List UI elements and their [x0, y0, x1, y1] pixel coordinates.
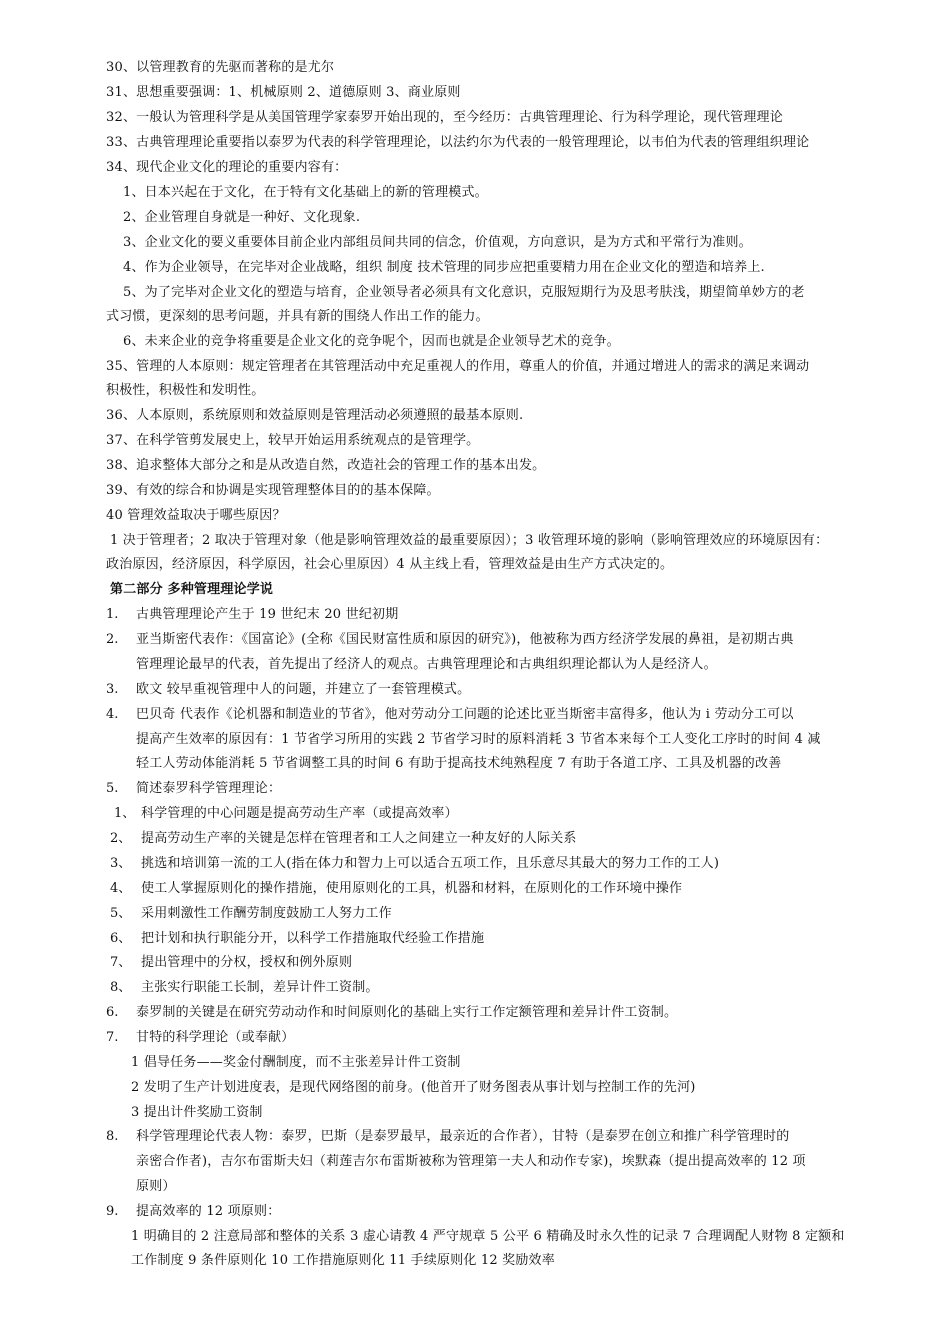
list-item-7: 甘特的科学理论（或奉献）	[136, 1030, 295, 1045]
culture-point-4: 4、作为企业领导，在完毕对企业战略，组织 制度 技术管理的同步应把重要精力用在企业文化的塑造和培养上.	[123, 260, 765, 275]
taylor-point-7: 提出管理中的分权，授权和例外原则	[141, 955, 353, 970]
item-40-answer: 1 决于管理者；2 取决于管理对象（他是影响管理效益的最重要原因）；3 收管理环境的影响（影响管理效应的环境原因有：	[110, 533, 829, 548]
item-35-cont: 积极性，积极性和发明性。	[106, 383, 265, 398]
item-39: 39、有效的综合和协调是实现管理整体目的的基本保障。	[106, 483, 440, 498]
sub-number: 8、	[110, 980, 132, 995]
sub-number: 6、	[110, 931, 132, 946]
section-heading: 第二部分 多种管理理论学说	[110, 582, 274, 597]
list-number: 5.	[106, 781, 119, 796]
list-item-2: 亚当斯密代表作：《国富论》(全称《国民财富性质和原因的研究》)，他被称为西方经济学发展的鼻祖，是初期古典	[136, 632, 794, 647]
item-33: 33、古典管理理论重要指以泰罗为代表的科学管理理论，以法约尔为代表的一般管理理论，以韦伯为代表的管理组织理论	[106, 135, 810, 150]
list-number: 4.	[106, 707, 119, 722]
culture-point-1: 1、日本兴起在于文化，在于特有文化基础上的新的管理模式。	[123, 185, 488, 200]
item-32: 32、一般认为管理科学是从美国管理学家泰罗开始出现的，至今经历：古典管理理论、行为科学理论，现代管理理论	[106, 110, 783, 125]
taylor-point-8: 主张实行职能工长制，差异计件工资制。	[141, 980, 379, 995]
sub-number: 1、	[114, 806, 136, 821]
sub-number: 5、	[110, 906, 132, 921]
culture-point-2: 2、企业管理自身就是一种好、文化现象.	[123, 210, 361, 225]
list-item-1: 古典管理理论产生于 19 世纪末 20 世纪初期	[136, 607, 399, 622]
item-37: 37、在科学管剪发展史上，较早开始运用系统观点的是管理学。	[106, 433, 480, 448]
item-35: 35、管理的人本原则：规定管理者在其管理活动中充足重视人的作用，尊重人的价值，并通过增进人的需求的满足来调动	[106, 359, 810, 374]
sub-number: 3、	[110, 856, 132, 871]
item-40: 40 管理效益取决于哪些原因？	[106, 508, 286, 523]
sub-number: 2、	[110, 831, 132, 846]
efficiency-principles-cont: 工作制度 9 条件原则化 10 工作措施原则化 11 手续原则化 12 奖励效率	[131, 1253, 555, 1268]
list-item-4-cont2: 轻工人劳动体能消耗 5 节省调整工具的时间 6 有助于提高技术纯熟程度 7 有助于各道工序、工具及机器的改善	[136, 756, 782, 771]
list-number: 8.	[106, 1129, 119, 1144]
taylor-point-6: 把计划和执行职能分开，以科学工作措施取代经验工作措施	[141, 931, 485, 946]
taylor-point-5: 采用刺激性工作酬劳制度鼓励工人努力工作	[141, 906, 392, 921]
taylor-point-4: 使工人掌握原则化的操作措施，使用原则化的工具，机器和材料，在原则化的工作环境中操作	[141, 881, 683, 896]
culture-point-6: 6、未来企业的竞争将重要是企业文化的竞争呢个，因而也就是企业领导艺术的竞争。	[123, 334, 620, 349]
list-number: 2.	[106, 632, 119, 647]
list-number: 3.	[106, 682, 119, 697]
item-30: 30、以管理教育的先驱而著称的是尤尔	[106, 60, 335, 75]
culture-point-3: 3、企业文化的要义重要体目前企业内部组员间共同的信念，价值观，方向意识，是为方式和平常行为准则。	[123, 235, 752, 250]
list-item-4-cont: 提高产生效率的原因有：1 节省学习所用的实践 2 节省学习时的原料消耗 3 节省本来每个工人变化工序时的时间 4 减	[136, 732, 821, 747]
item-40-answer-cont: 政治原因，经济原因，科学原因，社会心里原因）4 从主线上看，管理效益是由生产方式决定的。	[106, 557, 674, 572]
sub-number: 7、	[110, 955, 132, 970]
list-item-6: 泰罗制的关键是在研究劳动动作和时间原则化的基础上实行工作定额管理和差异计件工资制。	[136, 1005, 678, 1020]
list-item-9: 提高效率的 12 项原则：	[136, 1204, 281, 1219]
list-item-3: 欧文 较早重视管理中人的问题，并建立了一套管理模式。	[136, 682, 471, 697]
item-31: 31、思想重要强调：1、机械原则 2、道德原则 3、商业原则	[106, 85, 461, 100]
culture-point-5-cont: 式习惯，更深刻的思考问题，并具有新的围绕人作出工作的能力。	[106, 309, 489, 324]
list-item-4: 巴贝奇 代表作《论机器和制造业的节省》，他对劳动分工问题的论述比亚当斯密丰富得多，他认为 i 劳动分工可以	[136, 707, 794, 722]
taylor-point-2: 提高劳动生产率的关键是怎样在管理者和工人之间建立一种友好的人际关系	[141, 831, 577, 846]
list-item-8-cont2: 原则）	[136, 1179, 176, 1194]
gantt-point-1: 1 倡导任务——奖金付酬制度，而不主张差异计件工资制	[131, 1055, 461, 1070]
item-34: 34、现代企业文化的理论的重要内容有：	[106, 160, 348, 175]
item-36: 36、人本原则，系统原则和效益原则是管理活动必须遵照的最基本原则.	[106, 408, 524, 423]
list-number: 7.	[106, 1030, 119, 1045]
item-38: 38、追求整体大部分之和是从改造自然，改造社会的管理工作的基本出发。	[106, 458, 546, 473]
taylor-point-1: 科学管理的中心问题是提高劳动生产率（或提高效率）	[141, 806, 458, 821]
culture-point-5: 5、为了完毕对企业文化的塑造与培育，企业领导者必须具有文化意识，克服短期行为及思考肤浅，期望简单妙方的老	[123, 285, 805, 300]
gantt-point-3: 3 提出计件奖励工资制	[131, 1105, 263, 1120]
list-number: 6.	[106, 1005, 119, 1020]
list-item-8-cont: 亲密合作者)，吉尔布雷斯夫妇（莉莲吉尔布雷斯被称为管理第一夫人和动作专家)，埃默森（提出提高效率的 12 项	[136, 1154, 806, 1169]
taylor-point-3: 挑选和培训第一流的工人(指在体力和智力上可以适合五项工作，且乐意尽其最大的努力工作的工人)	[141, 856, 720, 871]
efficiency-principles: 1 明确目的 2 注意局部和整体的关系 3 虚心请教 4 严守规章 5 公平 6 精确及时永久性的记录 7 合理调配人财物 8 定额和	[131, 1229, 845, 1244]
sub-number: 4、	[110, 881, 132, 896]
list-item-5: 简述泰罗科学管理理论：	[136, 781, 282, 796]
list-item-8: 科学管理理论代表人物：泰罗，巴斯（是泰罗最早，最亲近的合作者），甘特（是泰罗在创立和推广科学管理时的	[136, 1129, 790, 1144]
gantt-point-2: 2 发明了生产计划进度表，是现代网络图的前身。(他首开了财务图表从事计划与控制工作的先河)	[131, 1080, 696, 1095]
list-item-2-cont: 管理理论最早的代表，首先提出了经济人的观点。古典管理理论和古典组织理论都认为人是经济人。	[136, 657, 717, 672]
list-number: 1.	[106, 607, 119, 622]
list-number: 9.	[106, 1204, 119, 1219]
